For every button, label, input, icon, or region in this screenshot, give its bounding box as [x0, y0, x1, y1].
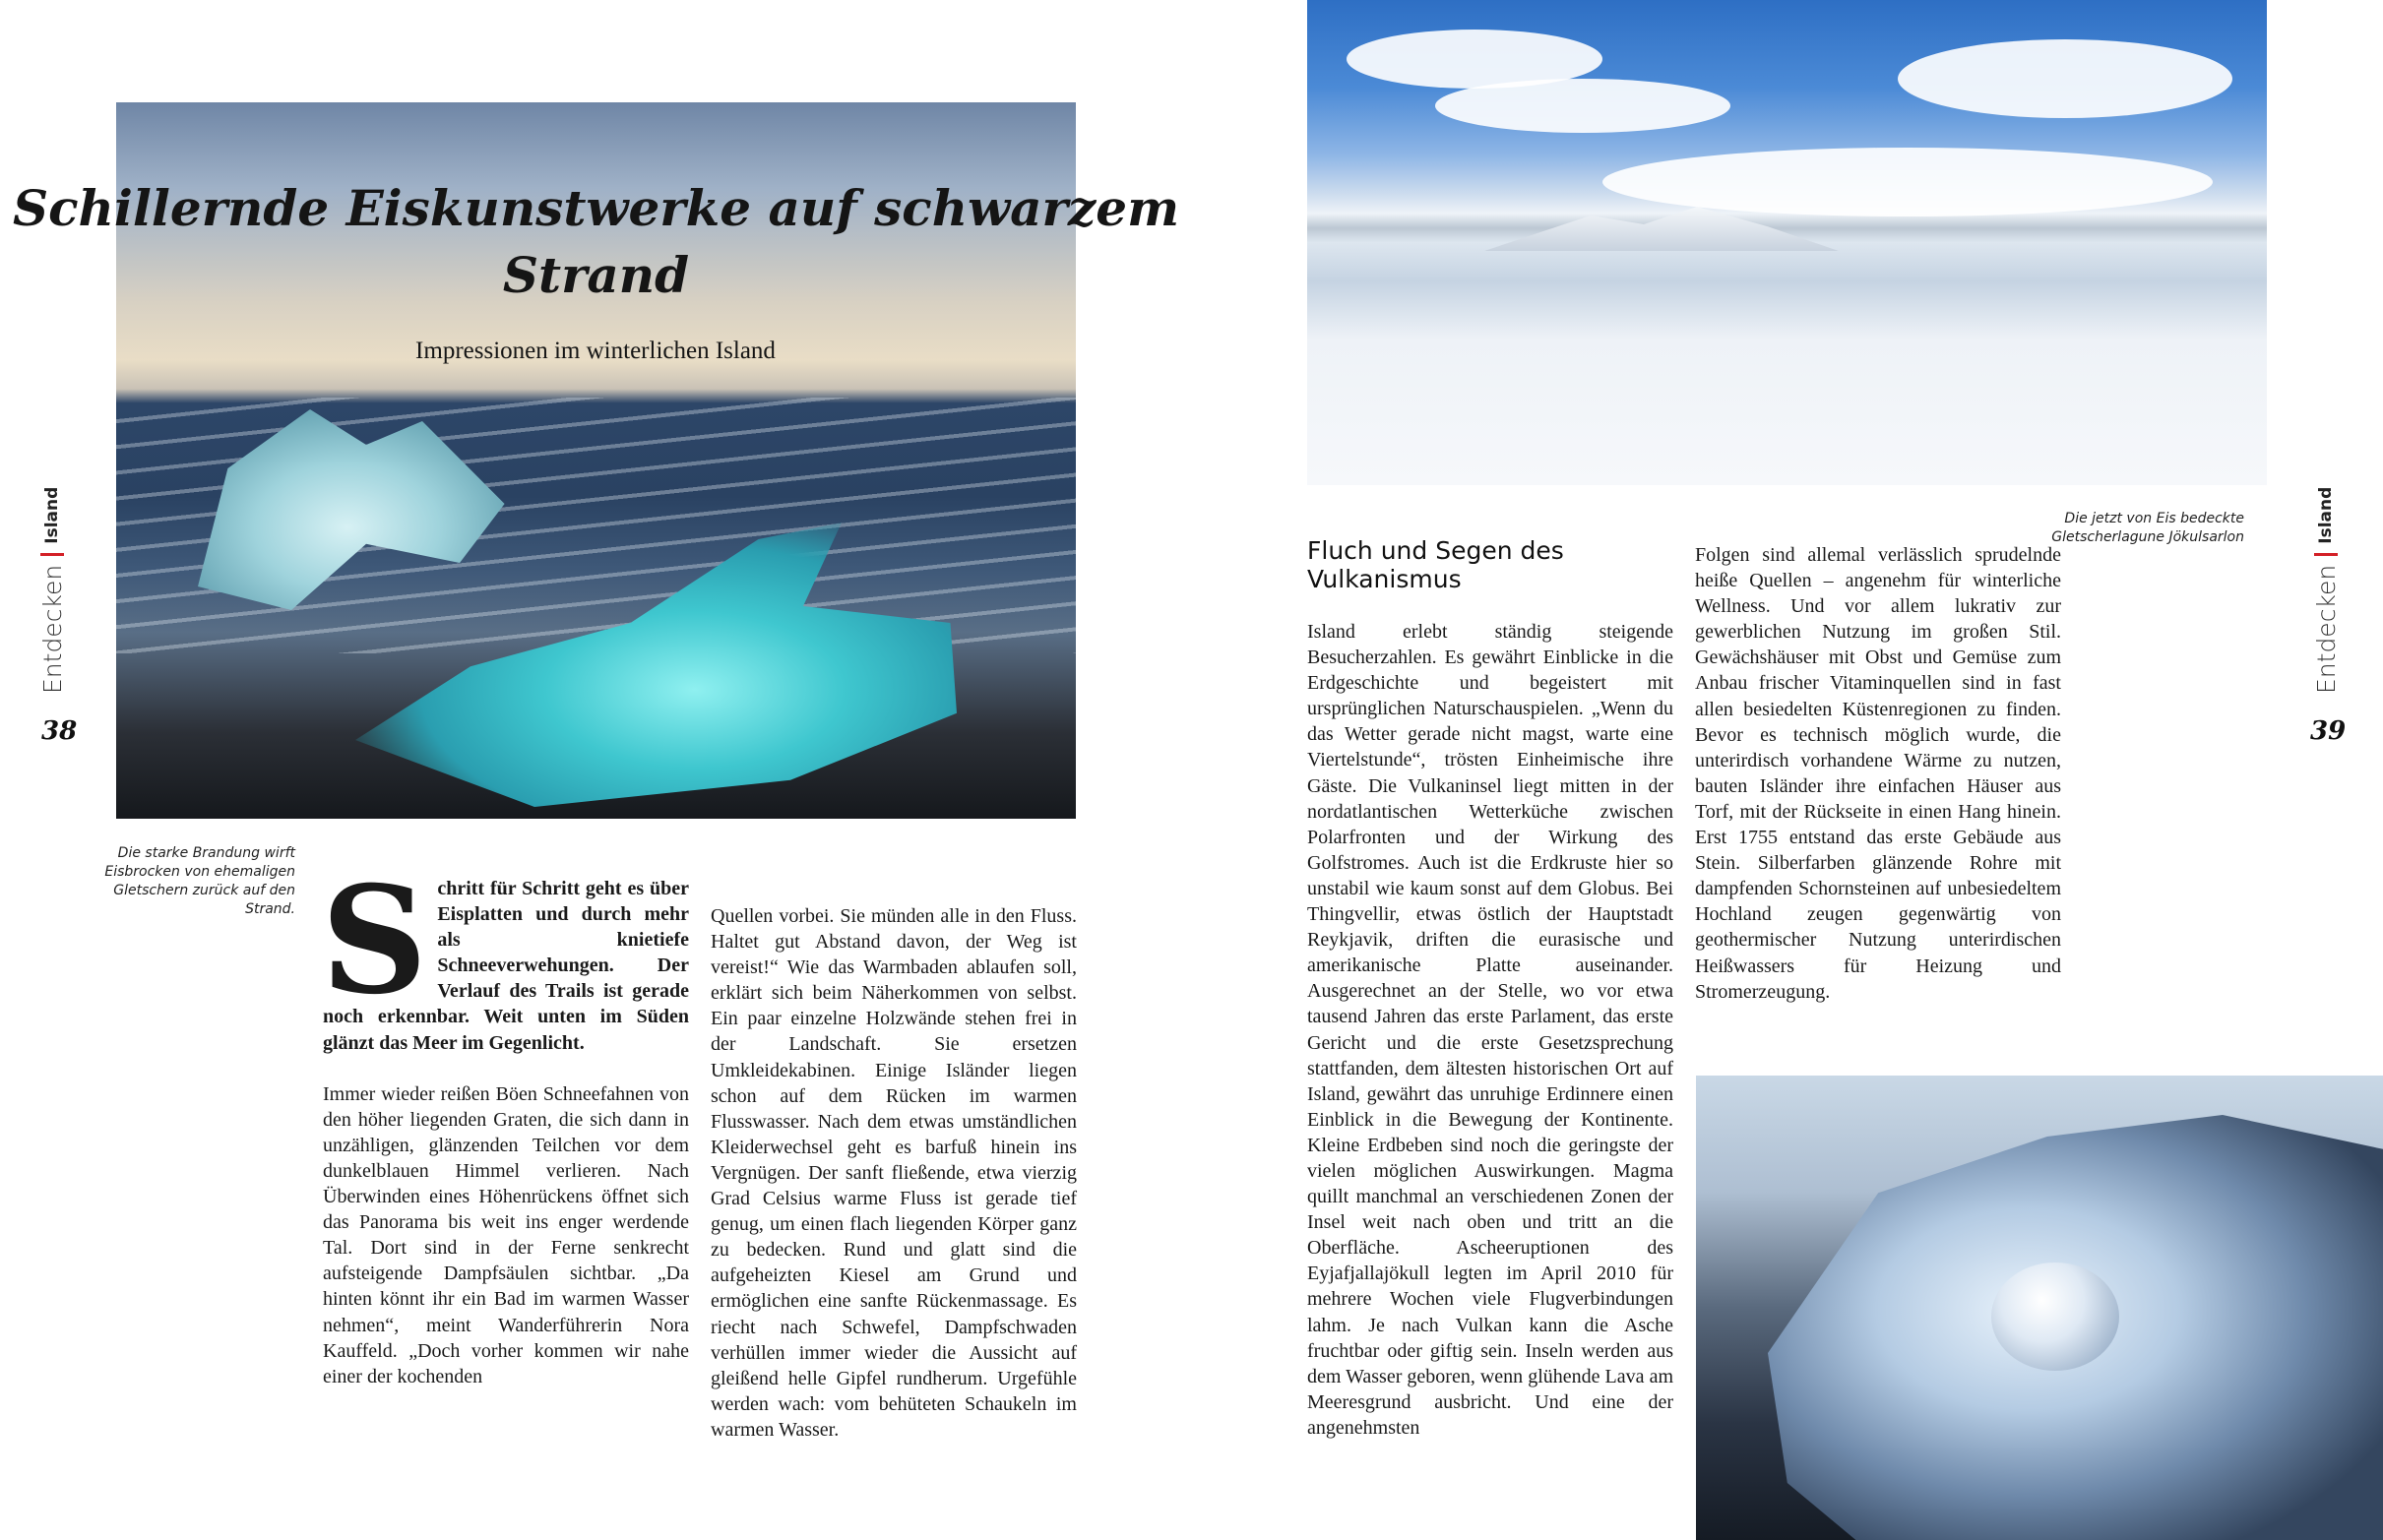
ice-bubble — [1991, 1263, 2119, 1371]
body-paragraph: Immer wieder reißen Böen Schneefahnen von den höher liegenden Graten, die sich dann in unzähligen, glänzenden Teilchen vor dem dunkelblauen Himmel verlieren. Nach Überwinden eines Höhenrückens öffnet sich das Panorama bis weit ins enger werdende Tal. Dort sind in der Ferne senkrecht aufsteigende Dampfsäulen sichtbar. „Da hinten könnt ihr ein Bad im warmen Wasser nehmen“, meint Wanderführerin Nora Kauffeld. „Doch vorher kommen wir nahe einer der kochenden — [323, 1082, 689, 1387]
page-number-right: 39 — [2310, 716, 2347, 746]
photo-caption-left: Die starke Brandung wirft Eisbrocken von ehemaligen Gletschern zurück auf den Strand. — [104, 845, 295, 917]
intro-paragraph — [321, 854, 689, 1056]
category-label: Island — [2316, 486, 2336, 544]
text-column-2 — [711, 903, 1077, 1443]
section-label: Entdecken — [2311, 564, 2341, 694]
cloud — [1898, 39, 2232, 118]
photo-ice-closeup — [1696, 1076, 2383, 1540]
text-column-3 — [1307, 619, 1673, 1441]
category-label: Island — [42, 486, 62, 544]
page-number-left: 38 — [41, 716, 78, 746]
page-subtitle: Impressionen im winterlichen Island — [415, 338, 776, 364]
text-column-1 — [321, 854, 689, 1389]
accent-divider — [40, 553, 64, 556]
intro-text: chritt für Schritt geht es über Eisplatten und durch mehr als knietiefe Schneeverwehungen. Der Verlauf des Trails ist gerade noch erkennbar. Weit unten im Süden glänzt das Meer im Gegenlicht. — [323, 878, 689, 1054]
drop-cap: S — [321, 854, 428, 1027]
section-heading: Fluch und Segen des Vulkanismus — [1307, 536, 1564, 593]
photo-glacier-lagoon — [1307, 0, 2267, 485]
body-paragraph: Folgen sind allemal verlässlich sprudelnde heiße Quellen – angenehm für winterliche Wellness. Und vor allem lukrativ zur gewerblichen Nutzung im großen Stil. Gewächshäuser mit Obst und Gemüse zum Anbau frischer Vitaminquellen sind in fast allen besiedelten Küstenregionen zu finden. Bevor es technisch möglich wurde, die unterirdisch vorhandene Wärme zu nutzen, bauten Isländer ihre einfachen Häuser aus Torf, mit der Rückseite in einen Hang hinein. Erst 1755 entstand das erste Gebäude aus Stein. Silberfarben glänzende Rohre mit dampfenden Schornsteinen auf unbesiedeltem Hochland zeugen gegenwärtig von geothermischer Nutzung unterirdischen Heißwassers für Heizung und Stromerzeugung. — [1695, 544, 2061, 1003]
paragraph-gap — [323, 1056, 689, 1081]
body-paragraph: Island erlebt ständig steigende Besucherzahlen. Es gewährt Einblicke in die Erdgeschichte und begeistert mit ursprünglichen Naturschauspielen. „Wenn du das Wetter gerade nicht magst, warte eine Viertelstunde“, trösten Einheimische ihre Gäste. Die Vulkaninsel liegt mitten in der nordatlantischen Wetterküche zwischen Polarfronten und der Wirkung des Golfstromes. Auch ist die Erdkruste hier so unstabil wie kaum sonst auf dem Globus. Bei Thingvellir, etwas östlich der Hauptstadt Reykjavik, driften die eurasische und amerikanische Platte auseinander. Ausgerechnet an der Stelle, wo vor etwa tausend Jahren das erste Parlament, das erste Gericht und die erste Gesetzsprechung stattfanden, dem ältesten historischen Ort auf Island, gewährt das unruhige Erdinnere einen Einblick in die Bewegung der Kontinente. Kleine Erdbeben sind noch die geringste der vielen möglichen Auswirkungen. Magma quillt manchmal an verschiedenen Zonen der Insel weit nach oben und tritt an die Oberfläche. Ascheeruptionen des Eyjafjallajökull legten im April 2010 für mehrere Wochen viele Flugverbindungen lahm. Je nach Vulkan kann die Asche fruchtbar oder giftig sein. Inseln werden aus dem Wasser geboren, wenn glühende Lava am Meeresgrund ausbricht. Und eine der angenehmsten — [1307, 621, 1673, 1439]
side-tab-right — [2313, 438, 2339, 694]
photo-caption-right: Die jetzt von Eis bedeckte Gletscherlagune Jökulsarlon — [2051, 511, 2244, 545]
text-column-4 — [1695, 542, 2061, 1005]
cloud — [1435, 79, 1730, 133]
body-paragraph: Quellen vorbei. Sie münden alle in den Fluss. Haltet gut Abstand davon, der Weg ist vereist!“ Wie das Warmbaden ablaufen soll, erklärt sich beim Näherkommen von selbst. Ein paar einzelne Holzwände stehen frei in der Landschaft. Sie ersetzen Umkleidekabinen. Einige Isländer liegen schon auf dem Rücken im warmen Flusswasser. Nach dem etwas umständlichen Kleiderwechsel geht es barfuß hinein ins Vergnügen. Der sanft fließende, etwa vierzig Grad Celsius warme Fluss ist gerade tief genug, um einen flach liegenden Körper ganz zu bedecken. Rund und glatt sind die aufgeheizten Kiesel am Grund und ermöglichen eine sanfte Rückenmassage. Es riecht nach Schwefel, Dampfschwaden verhüllen immer wieder die Aussicht auf gleißend helle Gipfel rundherum. Urgefühle werden wach: vom behüteten Schaukeln im warmen Wasser. — [711, 905, 1077, 1441]
accent-divider — [2314, 553, 2338, 556]
cloud — [1602, 148, 2213, 216]
side-tab-left — [39, 438, 65, 694]
section-label: Entdecken — [37, 564, 67, 694]
page-title: Schillernde Eiskunstwerke auf schwarzem Strand — [13, 179, 1179, 304]
